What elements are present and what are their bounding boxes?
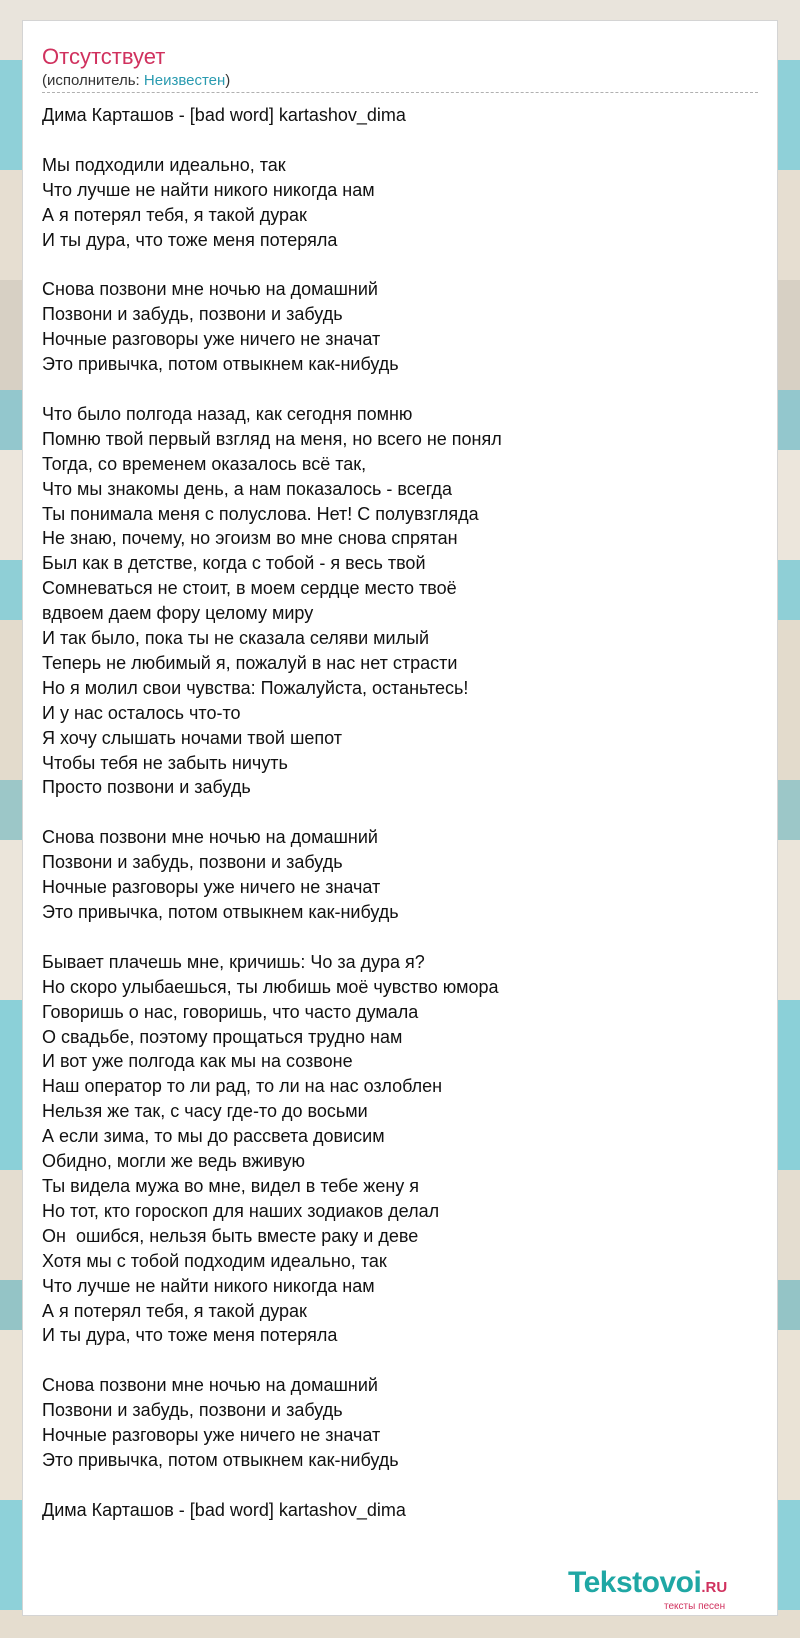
site-logo[interactable] (568, 1568, 727, 1598)
artist-link[interactable]: Неизвестен (143, 72, 226, 89)
open-paren: ( (42, 72, 47, 89)
song-title: Отсутствует (42, 44, 166, 69)
logo-tld: .RU (701, 1579, 728, 1596)
logo-name: Tekstovoi (568, 1566, 702, 1599)
artist-line (42, 72, 230, 89)
lyrics-text: Дима Карташов - [bad word] kartashov_dima Мы подходили идеально, так Что лучше не найти никого никогда нам А я потерял тебя, я такой дурак И ты дура, что тоже меня потеряла Снова позвони мне ночью на домашний Позвони и забудь, позвони и забудь Ночные разговоры уже ничего не значат Это привычка, потом отвыкнем как-нибудь Что было полгода назад, как сегодня помню Помню твой первый взгляд на меня, но всего не понял Тогда, со временем оказалось всё так, Что мы знакомы день, а нам показалось - всегда Ты понимала меня с полуслова. Нет! С полувзгляда Не знаю, почему, но эгоизм во мне снова спрятан Был как в детстве, когда с тобой - я весь твой Сомневаться не стоит, в моем сердце место твоё вдвоем даем фору целому миру И так было, пока ты не сказала селяви милый Теперь не любимый я, пожалуй в нас нет страсти Но я молил свои чувства: Пожалуйста, останьтесь! И у нас осталось что-то Я хочу слышать ночами твой шепот Чтобы тебя не забыть ничуть Просто позвони и забудь Снова позвони мне ночью на домашний Позвони и забудь, позвони и забудь Ночные разговоры уже ничего не значат Это привычка, потом отвыкнем как-нибудь Бывает плачешь мне, кричишь: Чо за дура я? Но скоро улыбаешься, ты любишь моё чувство юмора Говоришь о нас, говоришь, что часто думала О свадьбе, поэтому прощаться трудно нам И вот уже полгода как мы на созвоне Наш оператор то ли рад, то ли на нас озлоблен Нельзя же так, с часу где-то до восьми А если зима, то мы до рассвета довисим Обидно, могли же ведь вживую Ты видела мужа во мне, видел в тебе жену я Но тот, кто гороскоп для наших зодиаков делал Он ошибся, нельзя быть вместе раку и деве Хотя мы с тобой подходим идеально, так Что лучше не найти никого никогда нам А я потерял тебя, я такой дурак И ты дура, что тоже меня потеряла Снова позвони мне ночью на домашний Позвони и забудь, позвони и забудь Ночные разговоры уже ничего не значат Это привычка, потом отвыкнем как-нибудь Дима Карташов - [bad word] kartashov_dima (42, 105, 502, 1520)
header-divider (42, 92, 758, 93)
artist-label: исполнитель: (47, 72, 144, 89)
logo-tagline: тексты песен (664, 1601, 726, 1612)
close-paren: ) (225, 72, 231, 89)
